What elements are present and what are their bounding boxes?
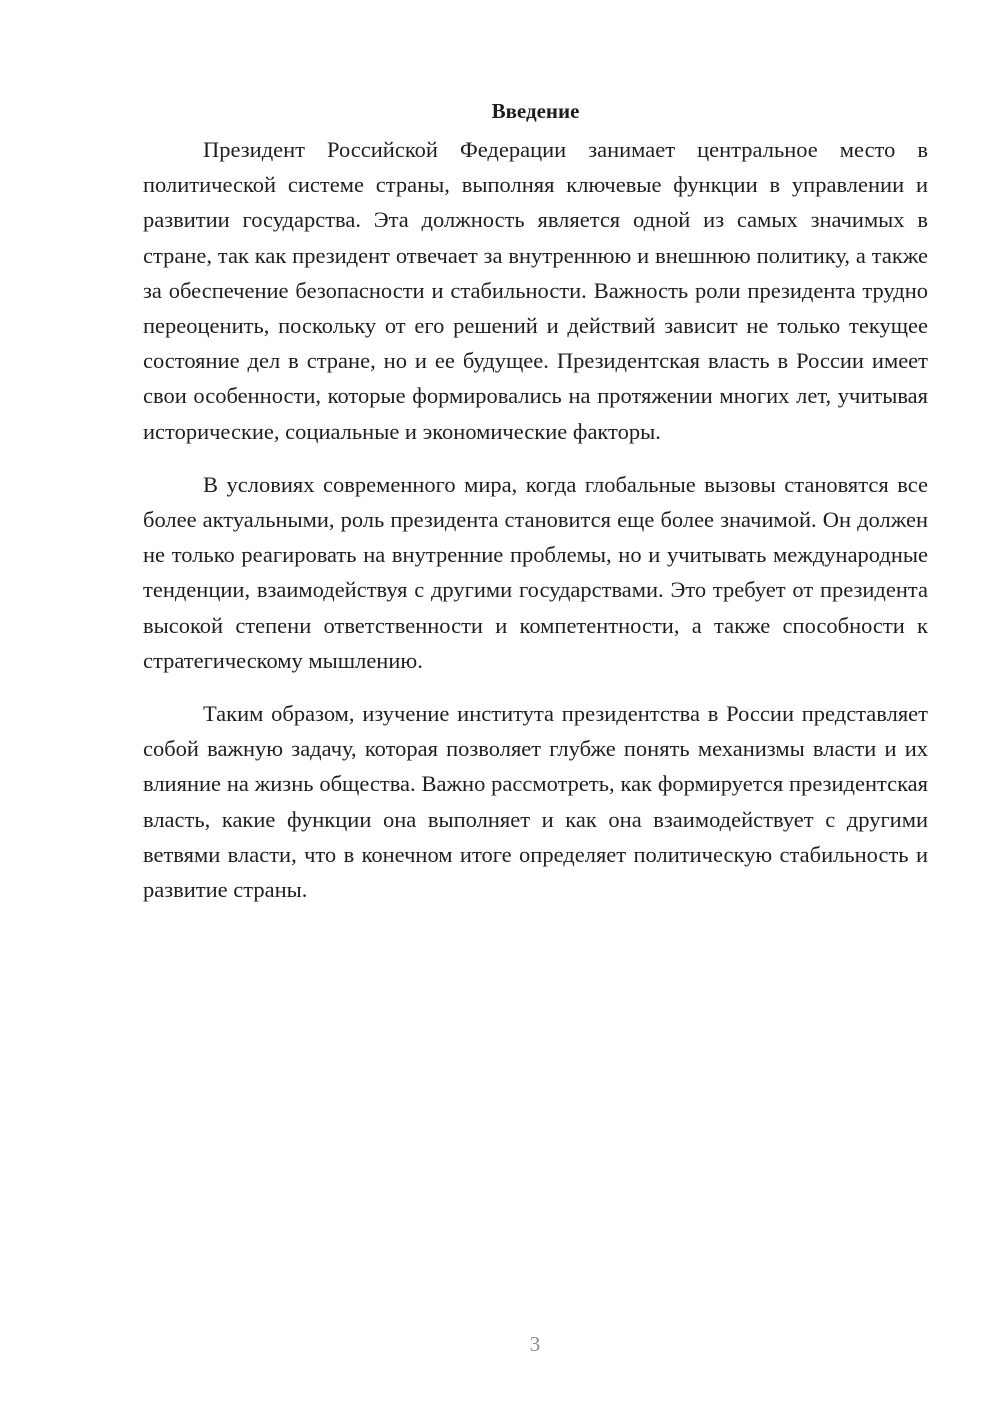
page-number: 3	[529, 1332, 541, 1356]
section-title: Введение	[491, 99, 580, 123]
paragraph-1: Президент Российской Федерации занимает центральное место в политической системе страны, выполняя ключевые функции в управлении и развитии государства. Эта должность является одной из самых значимых в стране, так как президент отвечает за внутреннюю и внешнюю политику, а также за обеспечение безопасности и стабильности. Важность роли президента трудно переоценить, поскольку от его решений и действий зависит не только текущее состояние дел в стране, но и ее будущее. Президентская власть в России имеет свои особенности, которые формировались на протяжении многих лет, учитывая исторические, социальные и экономические факторы.	[143, 137, 928, 444]
paragraph-3: Таким образом, изучение института президентства в России представляет собой важную задачу, которая позволяет глубже понять механизмы власти и их влияние на жизнь общества. Важно рассмотреть, как формируется президентская власть, какие функции она выполняет и как она взаимодействует с другими ветвями власти, что в конечном итоге определяет политическую стабильность и развитие страны.	[143, 701, 928, 903]
document-body	[143, 96, 928, 907]
paragraph-2: В условиях современного мира, когда глобальные вызовы становятся все более актуальными, роль президента становится еще более значимой. Он должен не только реагировать на внутренние проблемы, но и учитывать международные тенденции, взаимодействуя с другими государствами. Это требует от президента высокой степени ответственности и компетентности, а также способности к стратегическому мышлению.	[143, 471, 928, 673]
